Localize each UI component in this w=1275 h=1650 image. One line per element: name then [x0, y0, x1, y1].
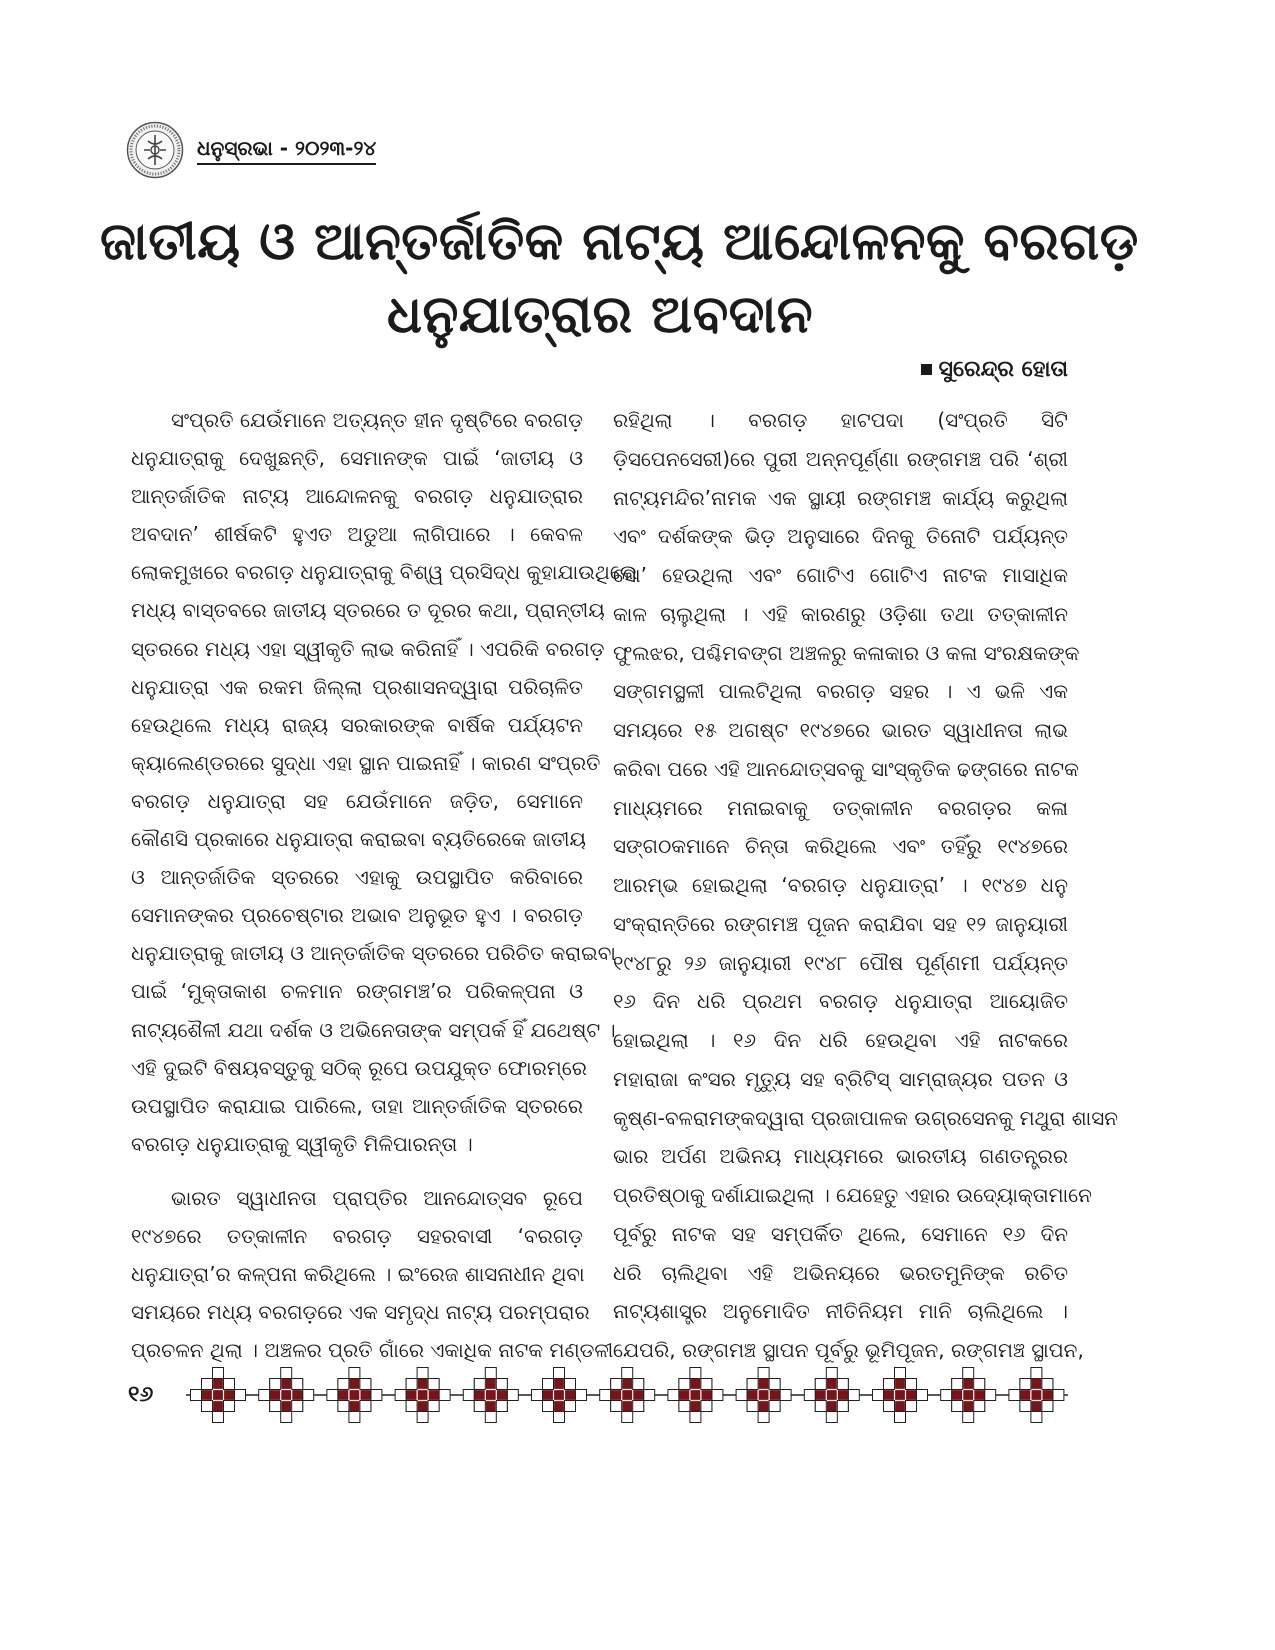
paragraph [131, 1179, 614, 1369]
text-line: ସ୍ତରରେ ମଧ୍ୟ ଏହା ସ୍ୱୀକୃତି ଲାଭ କରିନାହିଁ । ଏପରିକି ବରଗଡ଼ [131, 636, 605, 661]
cross-motif-icon [395, 1368, 450, 1423]
text-line: ୧୯୪୭ରେ ତତ୍କାଳୀନ ବରଗଡ଼ ସହରବାସୀ ‘ବରଗଡ଼ [131, 1223, 583, 1248]
cross-motif-icon [259, 1368, 314, 1423]
page-number: ୧୬ [128, 1382, 154, 1407]
text-line: ନାଟ୍ୟମନ୍ଦିର’ନାମକ ଏକ ସ୍ଥାୟୀ ରଙ୍ଗମଞ୍ଚ କାର୍ଯ୍ୟ କରୁଥିଲା [613, 485, 1068, 510]
text-line: ଆନ୍ତର୍ଜାତିକ ନାଟ୍ୟ ଆନ୍ଦୋଳନକୁ ବରଗଡ଼ ଧନୁଯାତ୍ରାର [131, 484, 583, 509]
cross-motif-icon [191, 1368, 246, 1423]
text-line: ଧନୁଯାତ୍ରା ଏକ ରକମ ଜିଲ୍ଲା ପ୍ରଶାସନଦ୍ୱାରା ପରିଚାଳିତ [131, 674, 583, 699]
article-title-line: ଧନୁଯାତ୍ରାର ଅବଦାନ [386, 285, 814, 345]
text-line: ହେଉଥିଲେ ମଧ୍ୟ ରାଜ୍ୟ ସରକାରଙ୍କ ବାର୍ଷିକ ପର୍ଯ୍ୟଟନ [131, 712, 583, 737]
author-byline [921, 355, 1068, 385]
text-line: ମାଧ୍ୟମରେ ମନାଇବାକୁ ତତ୍କାଳୀନ ବରଗଡ଼ର କଳା [613, 795, 1068, 820]
text-line: ବରଗଡ଼ ଧନୁଯାତ୍ରା ସହ ଯେଉଁମାନେ ଜଡ଼ିତ, ସେମାନେ [131, 788, 583, 813]
text-line: ଏବଂ ଦର୍ଶକଙ୍କ ଭିଡ଼ ଅନୁସାରେ ଦିନକୁ ତିନୋଟି ପର୍ଯ୍ୟନ୍ତ [613, 524, 1068, 549]
cross-motif-icon [804, 1368, 859, 1423]
footer-ornament-border [186, 1363, 1068, 1427]
text-line: ହୋଇଥିଲା । ୧୬ ଦିନ ଧରି ହେଉଥିବା ଏହି ନାଟକରେ [613, 1028, 1068, 1052]
text-line: ପ୍ରତିଷ୍ଠାକୁ ଦର୍ଶାଯାଇଥିଲା । ଯେହେତୁ ଏହାର ଉଦ୍ୟୋକ୍ତାମାନେ [613, 1183, 1092, 1207]
cross-motif-icon [327, 1368, 382, 1423]
text-line: ଏହି ଦୁଇଟି ବିଷୟବସ୍ତୁକୁ ସଠିକ୍ ରୂପେ ଉପଯୁକ୍ତ ଫୋରମ୍‌ରେ [131, 1055, 587, 1080]
cross-motif-icon [668, 1368, 723, 1423]
text-line: ଫୁଲଝର, ପଶ୍ଚିମବଙ୍ଗ ଅଞ୍ଚଳରୁ କଳାକାର ଓ କଳା ସଂରକ୍ଷକଙ୍କ [613, 640, 1080, 665]
cross-motif-icon [736, 1368, 791, 1423]
text-line: ଭାରତ ସ୍ୱାଧୀନତା ପ୍ରାପ୍ତିର ଆନନ୍ଦୋତ୍ସବ ରୂପେ [171, 1185, 583, 1210]
paragraph [131, 401, 638, 1163]
text-line: ମହାରାଜା କଂସର ମୃତ୍ୟୁ ସହ ବ୍ରିଟିସ୍ ସାମ୍ରାଜ୍ୟର ପତନ ଓ [613, 1066, 1068, 1091]
text-line: ସୋ’ ହେଉଥିଲା ଏବଂ ଗୋଟିଏ ଗୋଟିଏ ନାଟକ ମାସାଧିକ [613, 563, 1068, 587]
text-line: ଭାର ଅର୍ପଣ ଅଭିନୟ ମାଧ୍ୟମରେ ଭାରତୀୟ ଗଣତନ୍ତ୍ରର [613, 1144, 1068, 1169]
text-line: ସଂପ୍ରତି ଯେଉଁମାନେ ଅତ୍ୟନ୍ତ ହୀନ ଦୃଷ୍ଟିରେ ବରଗଡ଼ [171, 408, 583, 432]
text-line: ୧୬ ଦିନ ଧରି ପ୍ରଥମ ବରଗଡ଼ ଧନୁଯାତ୍ରା ଆୟୋଜିତ [613, 989, 1068, 1014]
text-line: ସଙ୍ଗଠକମାନେ ଚିନ୍ତା କରିଥିଲେ ଏବଂ ତହିଁରୁ ୧୯୪୭ରେ [613, 834, 1068, 859]
text-line: କୌଣସି ପ୍ରକାରେ ଧନୁଯାତ୍ରା କରାଇବା ବ୍ୟତିରେକେ ଜାତୀୟ [131, 827, 587, 852]
article-title-line: ଜାତୀୟ ଓ ଆନ୍ତର୍ଜାତିକ ନାଟ୍ୟ ଆନ୍ଦୋଳନକୁ ବରଗଡ଼ [100, 212, 1139, 272]
paragraph [613, 401, 1119, 1370]
text-line: ଲୋକମୁଖରେ ବରଗଡ଼ ଧନୁଯାତ୍ରାକୁ ବିଶ୍ୱ ପ୍ରସିଦ୍ଧ କୁହାଯାଉଥିଲେ [131, 560, 638, 585]
text-line: ସଂକ୍ରାନ୍ତିରେ ରଙ୍ଗମଞ୍ଚ ପୂଜନ କରାଯିବା ସହ ୧୨ ଜାନୁୟାରୀ [613, 911, 1068, 936]
cross-motif-icon [941, 1368, 996, 1423]
text-line: ଧରି ଚାଲିଥିବା ଏହି ଅଭିନୟରେ ଭରତମୁନିଙ୍କ ରଚିତ [613, 1260, 1068, 1285]
text-line: ନାଟ୍ୟଶାସ୍ତ୍ର ଅନୁମୋଦିତ ନୀତିନିୟମ ମାନି ଚାଲିଥିଲେ । [613, 1299, 1068, 1324]
left-column [131, 401, 638, 1369]
text-line: ଧନୁଯାତ୍ରାକୁ ଦେଖୁଛନ୍ତି, ସେମାନଙ୍କ ପାଇଁ ‘ଜାତୀୟ ଓ [131, 446, 583, 471]
text-line: ସମୟରେ ୧୫ ଅଗଷ୍ଟ ୧୯୪୭ରେ ଭାରତ ସ୍ୱାଧୀନତା ଲାଭ [613, 718, 1068, 742]
author-bullet-icon [921, 364, 932, 375]
text-line: ଓ ଆନ୍ତର୍ଜାତିକ ସ୍ତରରେ ଏହାକୁ ଉପସ୍ଥାପିତ କରିବାରେ [131, 865, 583, 890]
text-line: ରହିଥିଲା । ବରଗଡ଼ ହାଟପଦା (ସଂପ୍ରତି ସିଟି [613, 408, 1068, 432]
text-line: ପୂର୍ବରୁ ନାଟକ ସହ ସମ୍ପର୍କିତ ଥିଲେ, ସେମାନେ ୧୬ ଦିନ [613, 1221, 1068, 1246]
text-line: ପ୍ରଚଳନ ଥିଲା । ଅଞ୍ଚଳର ପ୍ରତି ଗାଁରେ ଏକାଧିକ ନାଟକ ମଣ୍ଡଳୀ [131, 1338, 614, 1363]
text-line: ସେମାନଙ୍କର ପ୍ରଚେଷ୍ଟାର ଅଭାବ ଅନୁଭୂତ ହୁଏ । ବରଗଡ଼ [131, 903, 583, 928]
cross-motif-icon [600, 1368, 655, 1423]
author-name: ସୁରେନ୍ଦ୍ର ହୋତା [938, 357, 1068, 382]
text-line: ସମୟରେ ମଧ୍ୟ ବରଗଡ଼ରେ ଏକ ସମୃଦ୍ଧ ନାଟ୍ୟ ପରମ୍ପରାର [131, 1300, 590, 1325]
text-line: କୃଷ୍ଣ-ବଳରାମଙ୍କଦ୍ୱାରା ପ୍ରଜାପାଳକ ଉଗ୍ରସେନକୁ ମଥୁରା ଶାସନ [613, 1105, 1119, 1130]
text-line: ଯେପରି, ରଙ୍ଗମଞ୍ଚ ସ୍ଥାପନ ପୂର୍ବରୁ ଭୂମିପୂଜନ, ରଙ୍ଗମଞ୍ଚ ସ୍ଥାପନ, [613, 1338, 1084, 1362]
text-line: ଧନୁଯାତ୍ରାକୁ ଜାତୀୟ ଓ ଆନ୍ତର୍ଜାତିକ ସ୍ତରରେ ପରିଚିତ କରାଇବା [131, 941, 616, 966]
text-line: ଡ଼ିସପେନସେରୀ)ରେ ପୁରୀ ଅନ୍ନପୂର୍ଣ୍ଣା ରଙ୍ଗମଞ୍ଚ ପରି ‘ଶ୍ରୀ [613, 446, 1068, 471]
text-line: ସଙ୍ଗମସ୍ଥଳୀ ପାଲଟିଥିଲା ବରଗଡ଼ ସହର । ଏ ଭଳି ଏକ [613, 679, 1068, 704]
text-line: ଆରମ୍ଭ ହୋଇଥିଲା ‘ବରଗଡ଼ ଧନୁଯାତ୍ରା’ । ୧୯୪୭ ଧନୁ [613, 873, 1068, 897]
text-line: ଧନୁଯାତ୍ରା’ର କଳ୍ପନା କରିଥିଲେ । ଇଂରେଜ ଶାସନାଧୀନ ଥିବା [131, 1262, 585, 1287]
cross-motif-icon [873, 1368, 928, 1423]
text-line: କ୍ୟାଲେଣ୍ଡରରେ ସୁଦ୍ଧା ଏହା ସ୍ଥାନ ପାଇନାହିଁ । କାରଣ ସଂପ୍ରତି [131, 750, 601, 775]
text-line: ୧୯୪୮ରୁ ୨୬ ଜାନୁୟାରୀ ୧୯୪୮ ପୌଷ ପୂର୍ଣ୍ଣମୀ ପର୍ଯ୍ୟନ୍ତ [613, 950, 1068, 975]
text-line: ବରଗଡ଼ ଧନୁଯାତ୍ରାକୁ ସ୍ୱୀକୃତି ମିଳିପାରନ୍ତା । [131, 1131, 473, 1156]
right-column [613, 401, 1119, 1370]
cross-motif-icon [532, 1368, 587, 1423]
text-line: ଅବଦାନ’ ଶୀର୍ଷକଟି ହୁଏତ ଅଡୁଆ ଲାଗିପାରେ । କେବଳ [131, 522, 583, 547]
cross-motif-icon [463, 1368, 518, 1423]
text-line: ନାଟ୍ୟଶୈଳୀ ଯଥା ଦର୍ଶକ ଓ ଅଭିନେତାଙ୍କ ସମ୍ପର୍କ ହିଁ ଯଥେଷ୍ଟ । [131, 1017, 616, 1042]
text-line: ମଧ୍ୟ ବାସ୍ତବରେ ଜାତୀୟ ସ୍ତରରେ ତ ଦୂରର କଥା, ପ୍ରାନ୍ତୀୟ [131, 598, 605, 623]
text-line: କାଳ ଚାଲୁଥିଲା । ଏହି କାରଣରୁ ଓଡ଼ିଶା ତଥା ତତ୍କାଳୀନ [613, 601, 1068, 626]
cross-motif-icon [1009, 1368, 1064, 1423]
text-line: କରିବା ପରେ ଏହି ଆନନ୍ଦୋତ୍ସବକୁ ସାଂସ୍କୃତିକ ଢଙ୍ଗରେ ନାଟକ [613, 756, 1079, 781]
text-line: ଉପସ୍ଥାପିତ କରାଯାଇ ପାରିଲେ, ତାହା ଆନ୍ତର୍ଜାତିକ ସ୍ତରରେ [131, 1093, 583, 1118]
magazine-title: ଧନୁସ୍ରଭା - ୨୦୨୩-୨୪ [197, 134, 376, 165]
seal-logo [126, 121, 184, 179]
text-line: ପାଇଁ ‘ମୁକ୍ତାକାଶ ଚଳମାନ ରଙ୍ଗମଞ୍ଚ’ର ପରିକଳ୍ପନା ଓ [131, 979, 583, 1004]
